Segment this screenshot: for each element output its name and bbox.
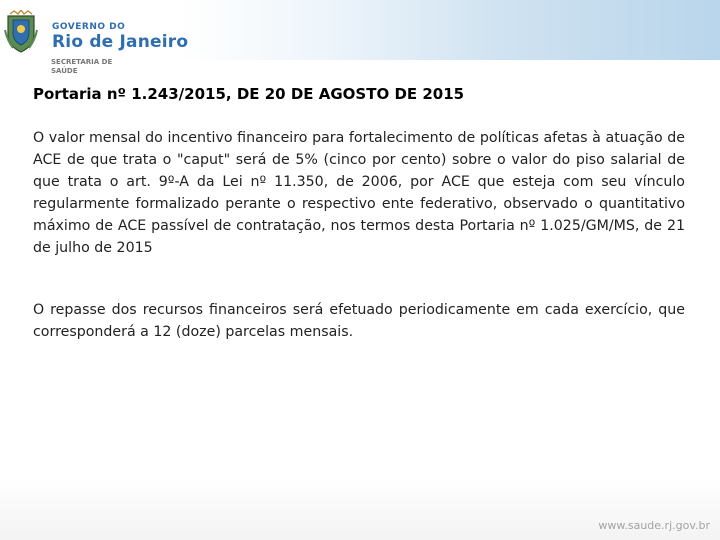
secretaria-label xyxy=(51,58,112,76)
footer-url: www.saude.rj.gov.br xyxy=(598,519,710,532)
paragraph-2: O repasse dos recursos financeiros será efetuado periodicamente em cada exercício, que corresponderá a 12 (doze) parcelas mensais. xyxy=(33,302,685,340)
paragraph-1: O valor mensal do incentivo financeiro para fortalecimento de políticas afetas à atuação de ACE de que trata o "caput" será de 5% (cinco por cento) sobre o valor do piso salarial de que trata o art. 9º-A da Lei nº 11.350, de 2006, por ACE que esteja com seu vínculo regularmente formalizado perante o respectivo ente federativo, observado o quantitativo máximo de ACE passível de contratação, nos termos desta Portaria nº 1.025/GM/MS, de 21 de julho de 2015 xyxy=(33,130,685,256)
secretaria-line1: SECRETARIA DE xyxy=(51,58,113,66)
rio-de-janeiro-coat-of-arms-icon xyxy=(4,10,38,54)
secretaria-line2: SAÚDE xyxy=(51,67,78,75)
document-title: Portaria nº 1.243/2015, DE 20 DE AGOSTO DE 2015 xyxy=(33,85,465,103)
gov-line2: Rio de Janeiro xyxy=(52,32,189,52)
government-logo-text xyxy=(52,22,188,52)
gov-line1: GOVERNO DO xyxy=(52,22,126,32)
